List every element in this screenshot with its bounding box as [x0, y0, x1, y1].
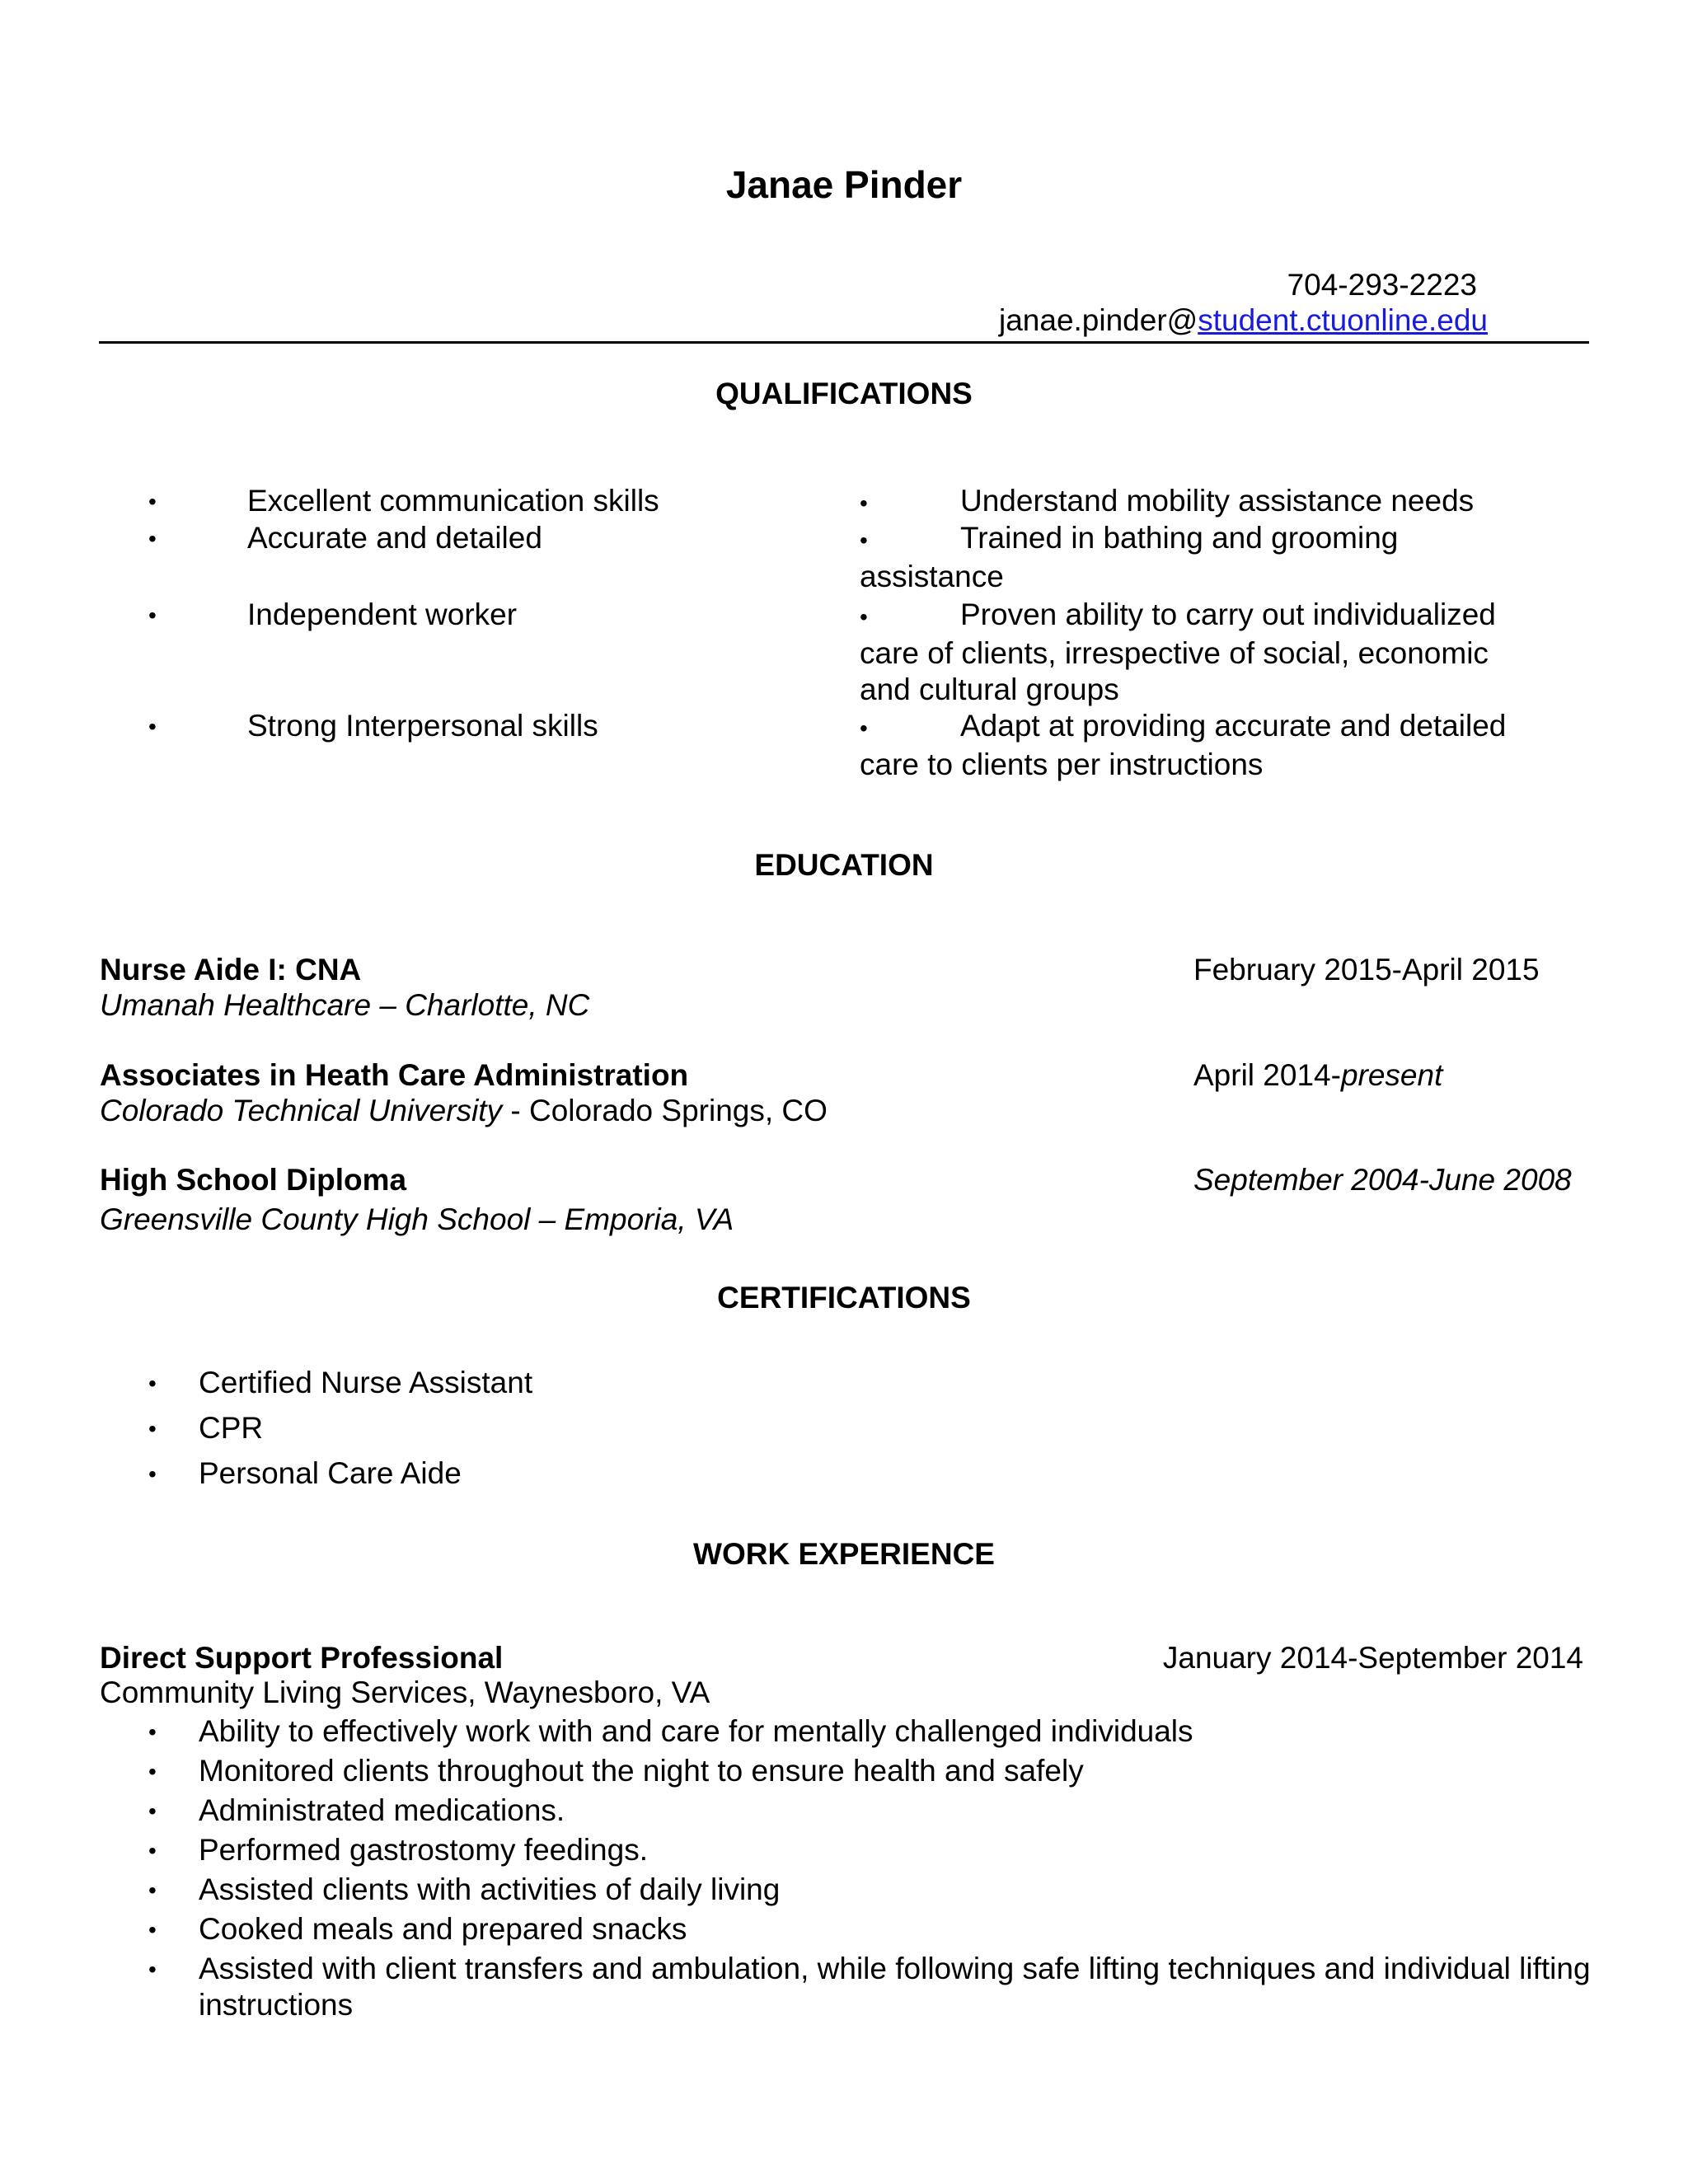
- job-employer: Community Living Services, Waynesboro, VA: [100, 1675, 710, 1709]
- bullet: •: [148, 1957, 157, 1982]
- email-address: [999, 302, 1488, 339]
- bullet: •: [148, 1917, 157, 1943]
- bullet: •: [148, 602, 157, 628]
- header-divider: [99, 341, 1589, 344]
- certification-item: CPR: [199, 1411, 264, 1445]
- bullet: •: [148, 1371, 157, 1396]
- qualification-text: Understand mobility assistance needs: [960, 484, 1475, 518]
- bullet: •: [148, 1798, 157, 1824]
- certification-item: Certified Nurse Assistant: [199, 1366, 533, 1399]
- bullet: •: [148, 489, 157, 514]
- email-domain-link[interactable]: student.ctuonline.edu: [1198, 303, 1488, 337]
- education-dates: February 2015-April 2015: [1193, 953, 1540, 987]
- dates-start: April 2014-: [1193, 1058, 1341, 1092]
- bullet: •: [148, 1416, 157, 1441]
- job-duty: Monitored clients throughout the night to ensure health and safely: [199, 1754, 1084, 1788]
- qualification-item: [860, 708, 1544, 783]
- bullet: •: [860, 490, 868, 516]
- certification-item: Personal Care Aide: [199, 1456, 462, 1490]
- bullet: •: [860, 527, 868, 553]
- bullet: •: [860, 715, 868, 741]
- job-duty: Ability to effectively work with and care for mentally challenged individuals: [199, 1714, 1193, 1748]
- phone-number: 704-293-2223: [1287, 268, 1477, 302]
- job-duty: Cooked meals and prepared snacks: [199, 1912, 687, 1946]
- dates-end: present: [1340, 1058, 1443, 1092]
- bullet: •: [148, 714, 157, 739]
- qualification-item: Independent worker: [247, 598, 518, 631]
- work-experience-heading: WORK EXPERIENCE: [693, 1537, 995, 1571]
- bullet: •: [148, 1877, 157, 1903]
- qualification-item: [860, 520, 1461, 595]
- qualification-text: Trained in bathing and grooming assistance: [860, 521, 1399, 593]
- education-title: Nurse Aide I: CNA: [100, 953, 362, 987]
- qualification-item: Excellent communication skills: [247, 484, 659, 518]
- education-heading: EDUCATION: [754, 848, 934, 882]
- qualification-item: [860, 597, 1527, 708]
- job-duty: Assisted with client transfers and ambulation, while following safe lifting techniques and individual lifting instructions: [199, 1952, 1591, 2022]
- education-title: High School Diploma: [100, 1163, 407, 1197]
- education-school: Colorado Technical University: [100, 1094, 503, 1127]
- job-duty: Performed gastrostomy feedings.: [199, 1833, 648, 1867]
- bullet: •: [148, 1461, 157, 1487]
- education-school: Umanah Healthcare – Charlotte, NC: [100, 988, 590, 1022]
- bullet: •: [148, 1838, 157, 1863]
- education-school: Greensville County High School – Emporia, VA: [100, 1202, 734, 1236]
- education-dates: September 2004-June 2008: [1193, 1163, 1572, 1197]
- education-dates: [1193, 1057, 1442, 1094]
- job-dates: January 2014-September 2014: [1162, 1641, 1583, 1675]
- job-title: Direct Support Professional: [100, 1641, 504, 1675]
- bullet: •: [860, 604, 868, 630]
- education-location: - Colorado Springs, CO: [502, 1094, 828, 1127]
- qualification-item: Strong Interpersonal skills: [247, 709, 598, 743]
- bullet: •: [148, 526, 157, 551]
- education-school-line: [100, 1093, 828, 1129]
- candidate-name: Janae Pinder: [725, 163, 963, 206]
- job-duty: Administrated medications.: [199, 1793, 565, 1827]
- certifications-heading: CERTIFICATIONS: [717, 1281, 971, 1315]
- qualification-item: [860, 483, 1552, 522]
- education-title: Associates in Heath Care Administration: [100, 1058, 689, 1092]
- qualification-item: Accurate and detailed: [247, 521, 542, 555]
- bullet: •: [148, 1759, 157, 1784]
- email-user: janae.pinder@: [998, 303, 1198, 337]
- bullet: •: [148, 1719, 157, 1745]
- job-duty: Assisted clients with activities of daily living: [199, 1872, 781, 1906]
- qualifications-heading: QUALIFICATIONS: [715, 377, 973, 410]
- qualification-text: Adapt at providing accurate and detailed care to clients per instructions: [860, 709, 1507, 781]
- qualification-text: Proven ability to carry out individualized care of clients, irrespective of social, economic and cultural groups: [860, 598, 1496, 706]
